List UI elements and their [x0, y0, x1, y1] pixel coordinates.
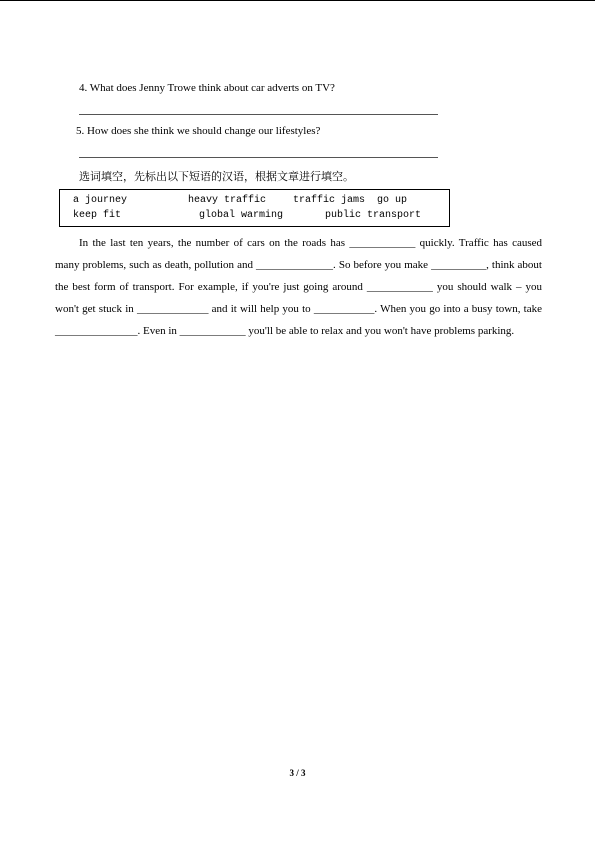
page-number: 3 / 3 [289, 768, 306, 778]
top-border-line [0, 0, 595, 1]
word-bank-item: heavy traffic [188, 195, 267, 206]
passage-text: In the last ten years, the number of cars on the roads has ____________ quickly. Traffic has caused many problems, such as death, pollution and ______________. So before you make __________, think about the best form of transport. For example, if you're just going around ____________ you should walk – you won't get stuck in _____________ and it will help you to ___________. When you go into a busy town, take _______________. Even in ____________ you'll be able to relax and you won't have problems parking. [55, 237, 542, 337]
question-5: 5. How does she think we should change our lifestyles? [76, 125, 321, 137]
word-bank-item: traffic jams [293, 195, 366, 206]
word-bank-item: global warming [199, 210, 284, 221]
answer-line-4[interactable] [79, 114, 438, 115]
question-4: 4. What does Jenny Trowe think about car adverts on TV? [79, 82, 335, 94]
word-bank-box [59, 189, 450, 227]
word-bank-item: a journey [73, 195, 128, 206]
answer-line-5[interactable] [79, 157, 438, 158]
word-bank-item: public transport [325, 210, 422, 221]
word-bank-item: go up [377, 195, 408, 206]
word-bank-item: keep fit [73, 210, 122, 221]
fill-in-instruction: 选词填空，先标出以下短语的汉语，根据文章进行填空。 [79, 170, 354, 183]
cloze-passage [55, 232, 542, 342]
